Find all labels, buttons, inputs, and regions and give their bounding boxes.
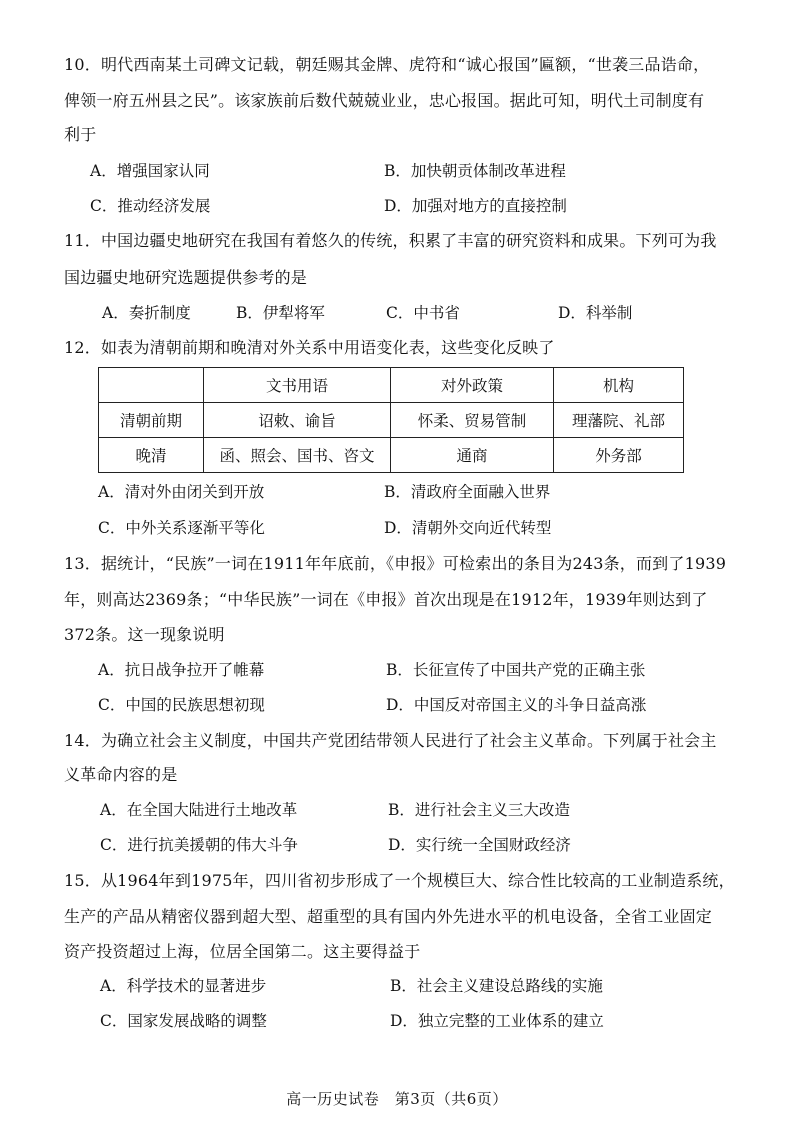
q10-option-b: B．加快朝贡体制改革进程 [384,162,566,180]
q14-stem-line2: 义革命内容的是 [64,765,178,784]
q13-stem-line2: 年，则高达2369条；“中华民族”一词在《申报》首次出现是在1912年，1939年则达到了 [64,590,708,609]
page-footer: 高一历史试卷 第3页（共6页） [286,1090,508,1108]
q14-stem-line1: 14．为确立社会主义制度，中国共产党团结带领人民进行了社会主义革命。下列属于社会主 [64,731,717,750]
table-cell: 通商 [391,438,554,473]
q12-table [98,367,684,473]
q11-option-c: C．中书省 [386,304,460,322]
q13-stem-line3: 372条。这一现象说明 [64,625,225,644]
q11-option-b: B．伊犁将军 [236,304,325,322]
table-cell: 机构 [554,368,684,403]
q11-stem-line2: 国边疆史地研究选题提供参考的是 [64,268,308,287]
q15-stem-line2: 生产的产品从精密仪器到超大型、超重型的具有国内外先进水平的机电设备，全省工业固定 [64,907,713,926]
table-header-row [99,368,684,403]
q15-option-c: C．国家发展战略的调整 [100,1012,267,1030]
table-cell: 外务部 [554,438,684,473]
q15-option-b: B．社会主义建设总路线的实施 [390,977,603,995]
table-row [99,438,684,473]
q15-stem-line3: 资产投资超过上海，位居全国第二。这主要得益于 [64,942,421,961]
q14-option-c: C．进行抗美援朝的伟大斗争 [100,836,298,854]
q15-option-a: A．科学技术的显著进步 [100,977,267,995]
q14-option-d: D．实行统一全国财政经济 [388,836,571,854]
q12-option-a: A．清对外由闭关到开放 [98,483,265,501]
q10-option-d: D．加强对地方的直接控制 [384,197,567,215]
q12-option-b: B．清政府全面融入世界 [384,483,551,501]
q11-stem-line1: 11．中国边疆史地研究在我国有着悠久的传统，积累了丰富的研究资料和成果。下列可为我 [64,231,717,250]
q11-option-a: A．奏折制度 [102,304,191,322]
q15-stem-line1: 15．从1964年到1975年，四川省初步形成了一个规模巨大、综合性比较高的工业制造系统， [64,871,735,890]
q13-option-c: C．中国的民族思想初现 [98,696,265,714]
q13-option-b: B．长征宣传了中国共产党的正确主张 [386,661,646,679]
q11-option-d: D．科举制 [558,304,633,322]
q13-stem-line1: 13．据统计，“民族”一词在1911年年底前，《申报》可检索出的条目为243条，而到了1939 [64,554,727,573]
table-cell: 晚清 [99,438,204,473]
table-cell: 理藩院、礼部 [554,403,684,438]
q10-option-c: C．推动经济发展 [90,197,211,215]
table-cell: 怀柔、贸易管制 [391,403,554,438]
q13-option-d: D．中国反对帝国主义的斗争日益高涨 [386,696,647,714]
q15-option-d: D．独立完整的工业体系的建立 [390,1012,604,1030]
q13-option-a: A．抗日战争拉开了帷幕 [98,661,265,679]
q14-option-b: B．进行社会主义三大改造 [388,801,570,819]
q10-option-a: A．增强国家认同 [90,162,210,180]
table-cell: 文书用语 [204,368,391,403]
q10-stem-line2: 俾领一府五州县之民”。该家族前后数代兢兢业业，忠心报国。据此可知，明代土司制度有 [64,91,705,110]
q10-stem-line1: 10．明代西南某土司碑文记载，朝廷赐其金牌、虎符和“诚心报国”匾额，“世袭三品诰命， [64,55,710,74]
table-cell: 函、照会、国书、咨文 [204,438,391,473]
q12-option-d: D．清朝外交向近代转型 [384,519,552,537]
table-row [99,403,684,438]
q14-option-a: A．在全国大陆进行土地改革 [100,801,298,819]
table-cell [99,368,204,403]
table-cell: 清朝前期 [99,403,204,438]
q12-stem: 12．如表为清朝前期和晚清对外关系中用语变化表，这些变化反映了 [64,338,555,357]
table-cell: 诏敕、谕旨 [204,403,391,438]
q10-stem-line3: 利于 [64,125,97,144]
table-cell: 对外政策 [391,368,554,403]
q12-option-c: C．中外关系逐渐平等化 [98,519,265,537]
